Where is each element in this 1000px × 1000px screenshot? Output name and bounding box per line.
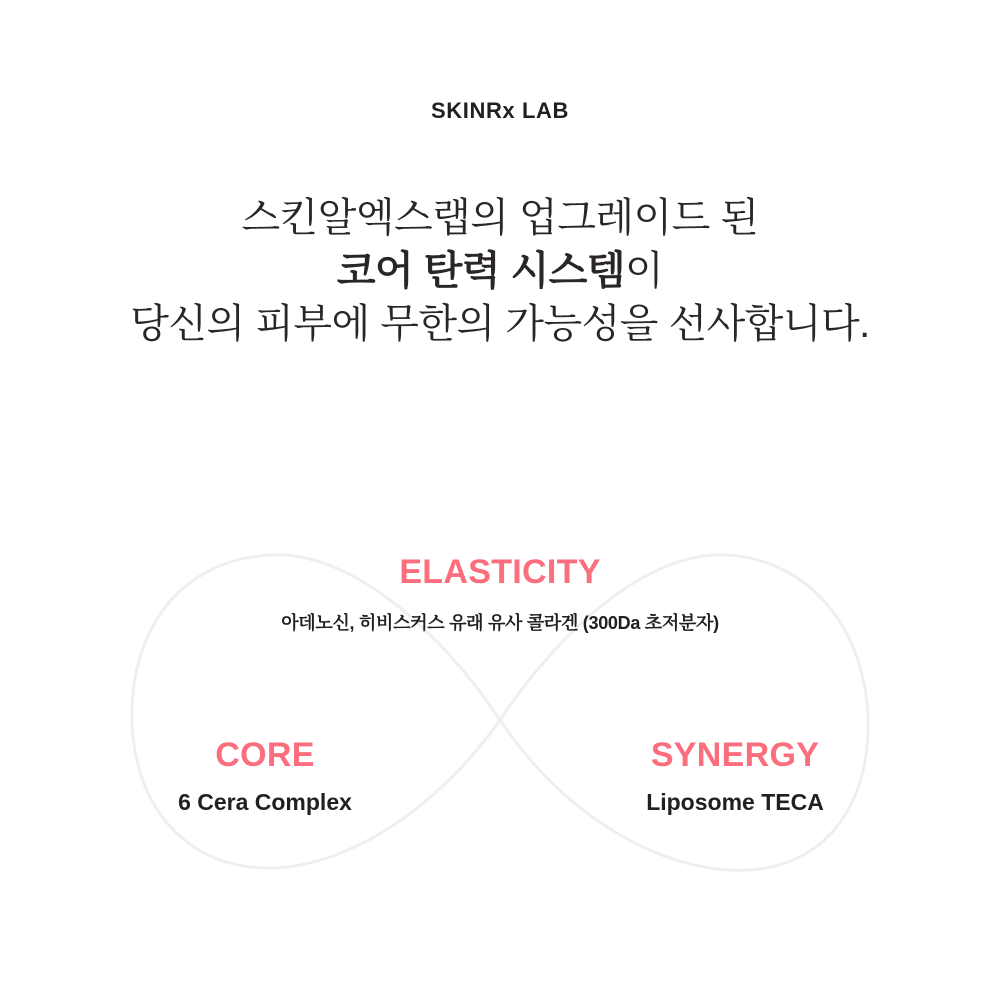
node-core-subtitle: 6 Cera Complex xyxy=(178,789,352,815)
node-core xyxy=(75,738,455,816)
headline-line-2 xyxy=(0,245,1000,298)
node-core-title: CORE xyxy=(215,736,315,774)
node-synergy-subtitle: Liposome TECA xyxy=(646,789,824,815)
node-elasticity-subtitle: 아데노신, 히비스커스 유래 유사 콜라겐 (300Da 초저분자) xyxy=(281,613,719,633)
headline xyxy=(0,192,1000,352)
infinity-diagram xyxy=(0,520,1000,920)
headline-line-2-tail: 이 xyxy=(625,249,664,294)
headline-line-3: 당신의 피부에 무한의 가능성을 선사합니다. xyxy=(130,302,870,347)
headline-emphasis: 코어 탄력 시스템 xyxy=(336,249,626,294)
brand-name: SKINRx LAB xyxy=(430,98,569,123)
node-elasticity-title: ELASTICITY xyxy=(399,553,601,591)
node-elasticity xyxy=(150,555,850,635)
node-synergy-title: SYNERGY xyxy=(650,736,820,774)
headline-line-1: 스킨알엑스랩의 업그레이드 된 xyxy=(241,196,759,240)
node-synergy xyxy=(545,738,925,816)
